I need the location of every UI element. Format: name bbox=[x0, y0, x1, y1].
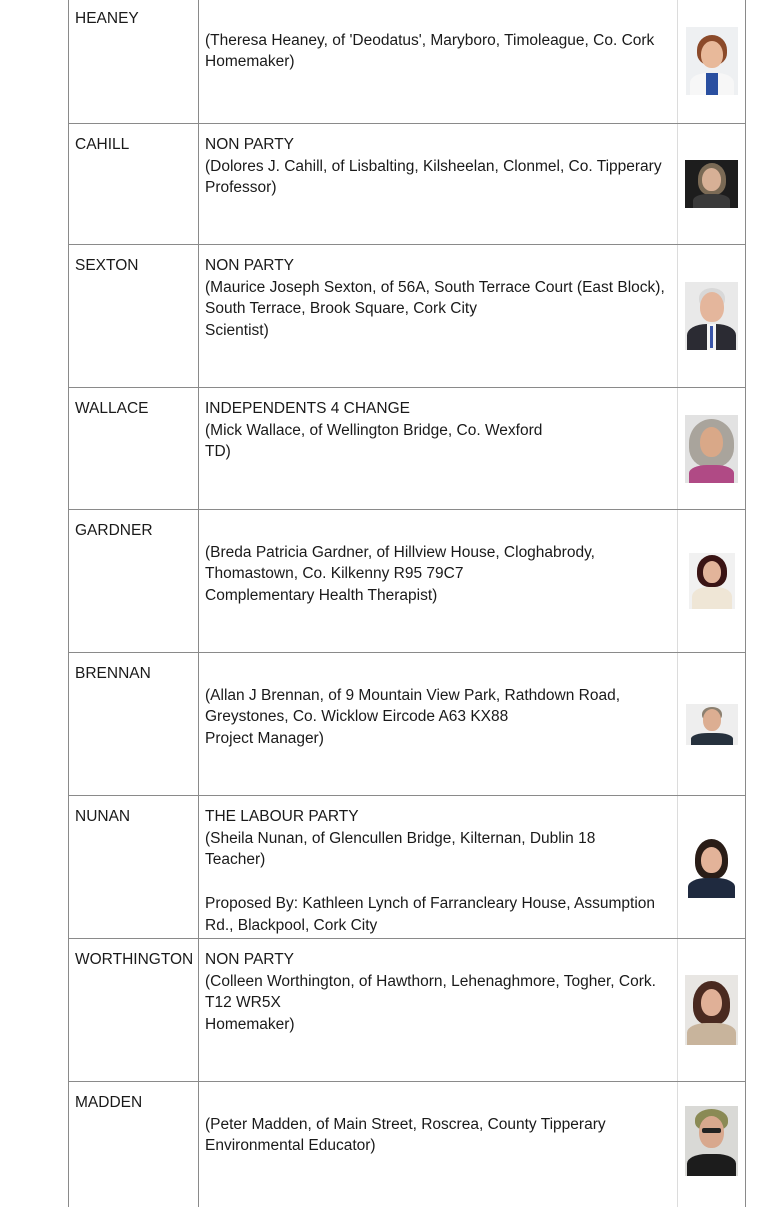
detail-line: Greystones, Co. Wicklow Eircode A63 KX88 bbox=[205, 708, 509, 726]
photo-cell bbox=[678, 124, 745, 244]
candidates-table bbox=[68, 0, 746, 1207]
candidate-photo bbox=[685, 415, 738, 483]
details-cell bbox=[199, 939, 678, 1081]
surname-cell bbox=[69, 0, 199, 123]
surname: WORTHINGTON bbox=[75, 951, 194, 968]
detail-line: Complementary Health Therapist) bbox=[205, 587, 438, 605]
surname-cell bbox=[69, 653, 199, 795]
table-row bbox=[69, 388, 745, 510]
table-row bbox=[69, 0, 745, 124]
table-row bbox=[69, 510, 745, 653]
detail-line: (Peter Madden, of Main Street, Roscrea, County Tipperary bbox=[205, 1115, 606, 1133]
candidate-photo bbox=[686, 704, 738, 745]
details-cell bbox=[199, 510, 678, 652]
detail-line: (Allan J Brennan, of 9 Mountain View Park, Rathdown Road, bbox=[205, 686, 621, 704]
party-name: NON PARTY bbox=[205, 951, 294, 968]
candidate-photo bbox=[685, 1106, 738, 1176]
surname-cell bbox=[69, 245, 199, 387]
details-cell bbox=[199, 0, 678, 123]
table-row bbox=[69, 1082, 745, 1207]
table-row bbox=[69, 796, 745, 939]
surname: MADDEN bbox=[75, 1094, 143, 1111]
details-cell bbox=[199, 388, 678, 509]
surname-cell bbox=[69, 124, 199, 244]
detail-line: (Theresa Heaney, of 'Deodatus', Maryboro, Timoleague, Co. Cork bbox=[205, 31, 655, 49]
surname: HEANEY bbox=[75, 10, 139, 27]
candidate-photo bbox=[689, 553, 735, 609]
surname: BRENNAN bbox=[75, 665, 151, 682]
details-cell bbox=[199, 796, 678, 938]
surname-cell bbox=[69, 388, 199, 509]
detail-line: TD) bbox=[205, 443, 231, 461]
surname-cell bbox=[69, 510, 199, 652]
detail-line: South Terrace, Brook Square, Cork City bbox=[205, 300, 477, 318]
surname-cell bbox=[69, 939, 199, 1081]
photo-cell bbox=[678, 1082, 745, 1207]
party-name: NON PARTY bbox=[205, 257, 294, 274]
surname-cell bbox=[69, 1082, 199, 1207]
detail-line: Teacher) bbox=[205, 851, 266, 869]
candidate-photo bbox=[685, 836, 738, 898]
photo-cell bbox=[678, 653, 745, 795]
surname: GARDNER bbox=[75, 522, 153, 539]
details-cell bbox=[199, 245, 678, 387]
party-name: INDEPENDENTS 4 CHANGE bbox=[205, 400, 410, 417]
candidate-photo bbox=[685, 282, 738, 350]
detail-line: (Sheila Nunan, of Glencullen Bridge, Kilternan, Dublin 18 bbox=[205, 829, 596, 847]
details-cell bbox=[199, 653, 678, 795]
candidate-photo bbox=[685, 975, 738, 1045]
detail-line bbox=[205, 871, 671, 893]
detail-line: (Mick Wallace, of Wellington Bridge, Co. Wexford bbox=[205, 421, 543, 439]
details-cell bbox=[199, 1082, 678, 1207]
photo-cell bbox=[678, 245, 745, 387]
surname: SEXTON bbox=[75, 257, 139, 274]
surname: CAHILL bbox=[75, 136, 130, 153]
party-name: THE LABOUR PARTY bbox=[205, 808, 359, 825]
detail-line: Proposed By: Kathleen Lynch of Farrancleary House, Assumption bbox=[205, 894, 656, 912]
detail-line: Thomastown, Co. Kilkenny R95 79C7 bbox=[205, 565, 464, 583]
photo-cell bbox=[678, 796, 745, 938]
detail-line: Homemaker) bbox=[205, 53, 295, 71]
party-name: NON PARTY bbox=[205, 136, 294, 153]
table-row bbox=[69, 653, 745, 796]
detail-line: Project Manager) bbox=[205, 730, 324, 748]
surname: WALLACE bbox=[75, 400, 149, 417]
photo-cell bbox=[678, 388, 745, 509]
detail-line: Rd., Blackpool, Cork City bbox=[205, 916, 378, 934]
surname-cell bbox=[69, 796, 199, 938]
party-name bbox=[205, 663, 671, 685]
detail-line: (Breda Patricia Gardner, of Hillview House, Cloghabrody, bbox=[205, 543, 595, 561]
detail-line: Homemaker) bbox=[205, 1016, 295, 1034]
party-name bbox=[205, 1092, 671, 1114]
details-cell bbox=[199, 124, 678, 244]
surname: NUNAN bbox=[75, 808, 131, 825]
photo-cell bbox=[678, 939, 745, 1081]
detail-line: (Dolores J. Cahill, of Lisbalting, Kilsheelan, Clonmel, Co. Tipperary bbox=[205, 157, 662, 175]
detail-line: Professor) bbox=[205, 179, 277, 197]
candidate-photo bbox=[685, 160, 738, 208]
table-row bbox=[69, 939, 745, 1082]
detail-line: (Colleen Worthington, of Hawthorn, Lehenaghmore, Togher, Cork. bbox=[205, 972, 656, 990]
table-row bbox=[69, 124, 745, 245]
candidate-photo bbox=[686, 27, 738, 95]
table-row bbox=[69, 245, 745, 388]
detail-line: Scientist) bbox=[205, 322, 269, 340]
party-name bbox=[205, 520, 671, 542]
photo-cell bbox=[678, 0, 745, 123]
detail-line: (Maurice Joseph Sexton, of 56A, South Terrace Court (East Block), bbox=[205, 278, 665, 296]
detail-line: Environmental Educator) bbox=[205, 1137, 376, 1155]
party-name bbox=[205, 8, 671, 30]
photo-cell bbox=[678, 510, 745, 652]
detail-line: T12 WR5X bbox=[205, 994, 281, 1012]
